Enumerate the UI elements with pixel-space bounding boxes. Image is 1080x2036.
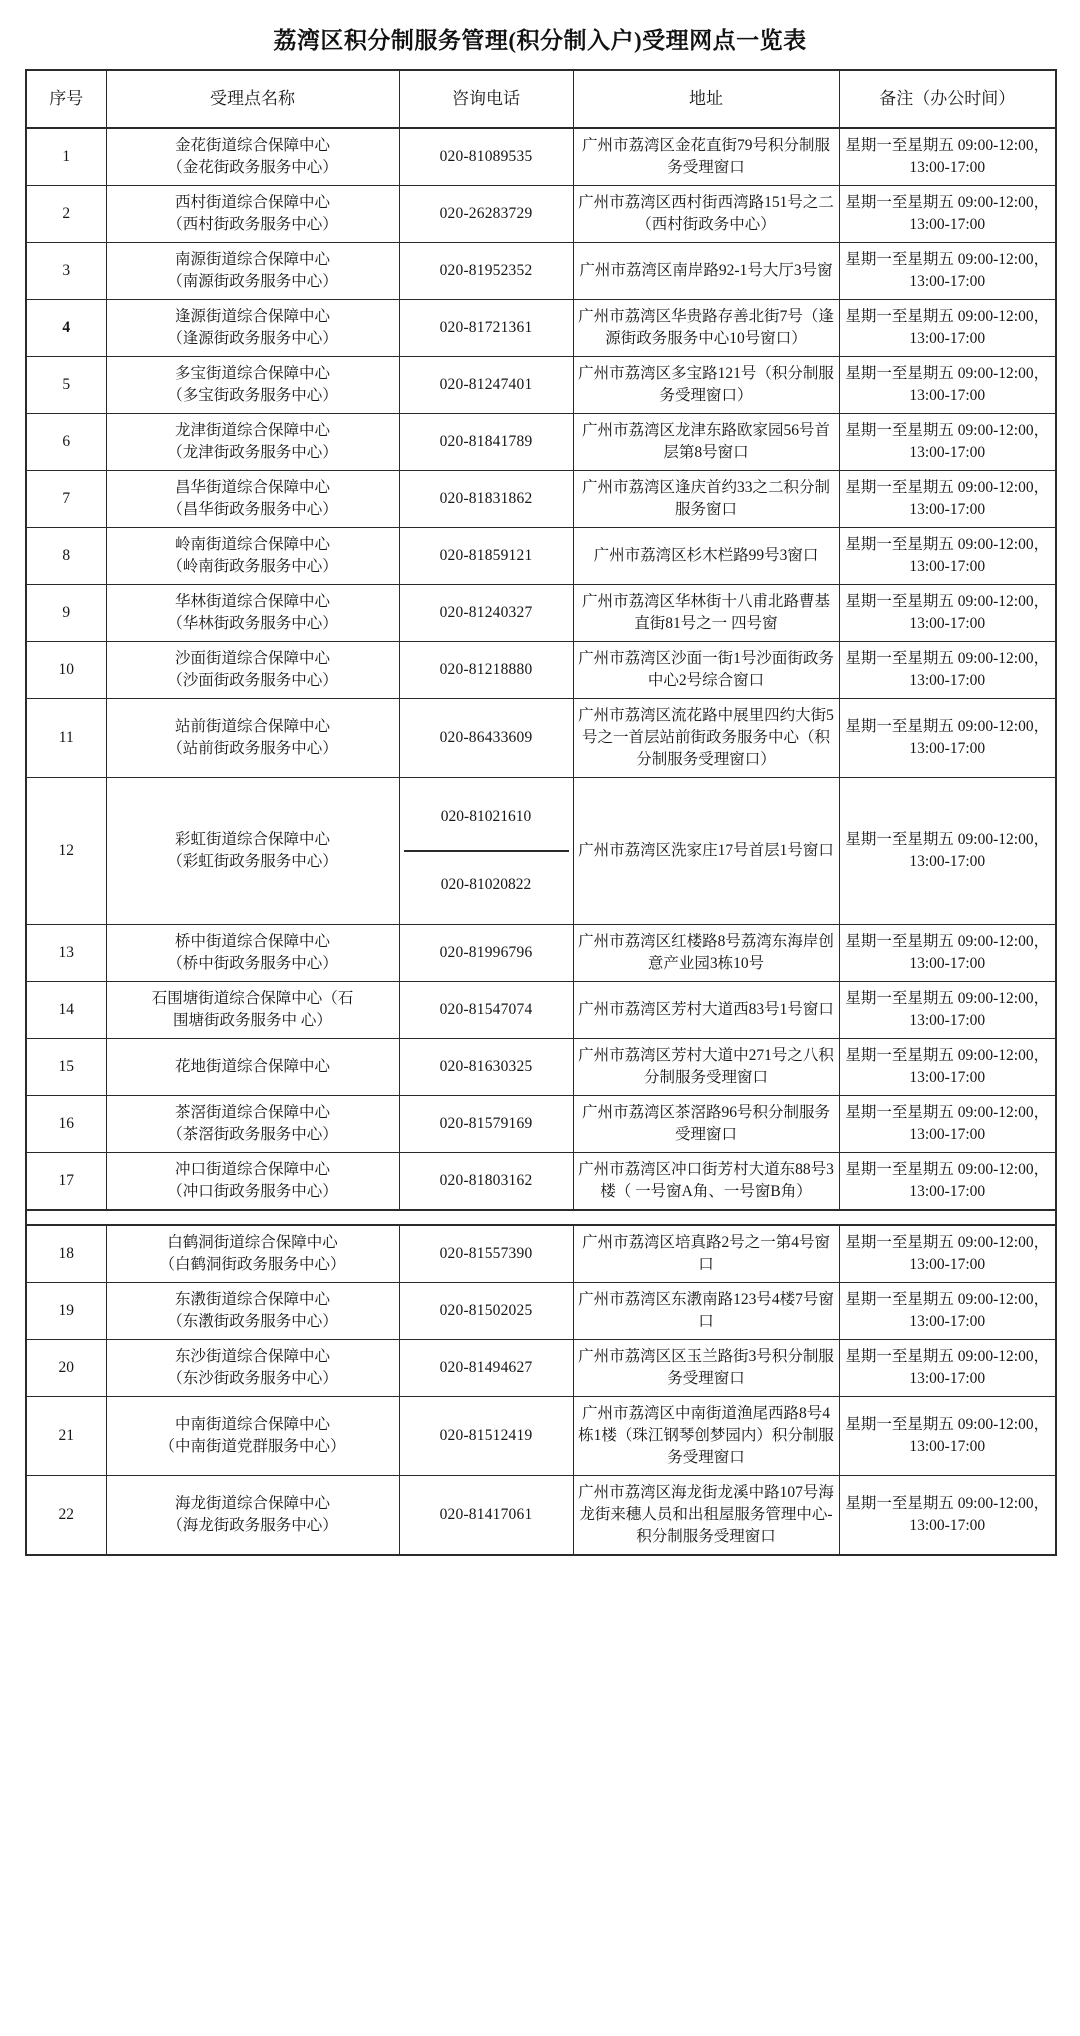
service-point-name-main: 茶滘街道综合保障中心 xyxy=(174,1104,330,1122)
scan-seam-gap xyxy=(26,1210,1056,1225)
service-point-name-sub: （东漖街政务服务中心） xyxy=(167,1313,338,1331)
cell-address: 广州市荔湾区龙津东路欧家园56号首层第8号窗口 xyxy=(573,414,839,471)
table-row xyxy=(26,357,1056,414)
cell-remark-office-hours: 星期一至星期五 09:00-12:00，13:00-17:00 xyxy=(839,528,1056,585)
service-point-name-main: 站前街道综合保障中心 xyxy=(174,718,330,736)
service-point-name-sub: （白鹤洞街政务服务中心） xyxy=(159,1256,346,1274)
cell-service-point-name xyxy=(106,778,399,925)
cell-phone: 020-81089535 xyxy=(399,128,573,186)
cell-service-point-name xyxy=(106,528,399,585)
cell-service-point-name xyxy=(106,1039,399,1096)
service-point-name-main: 逢源街道综合保障中心 xyxy=(174,308,330,326)
service-point-name-sub: （岭南街政务服务中心） xyxy=(167,558,338,576)
cell-index: 16 xyxy=(26,1096,106,1153)
cell-address: 广州市荔湾区华贵路存善北街7号（逢源街政务服务中心10号窗口） xyxy=(573,300,839,357)
cell-phone: 020-81502025 xyxy=(399,1283,573,1340)
service-point-name-main: 花地街道综合保障中心 xyxy=(174,1058,330,1076)
cell-remark-office-hours: 星期一至星期五 09:00-12:00，13:00-17:00 xyxy=(839,585,1056,642)
table-row xyxy=(26,585,1056,642)
cell-service-point-name xyxy=(106,642,399,699)
table-row xyxy=(26,471,1056,528)
cell-service-point-name xyxy=(106,1096,399,1153)
cell-address: 广州市荔湾区培真路2号之一第4号窗口 xyxy=(573,1225,839,1283)
cell-phone: 020-81630325 xyxy=(399,1039,573,1096)
cell-index: 14 xyxy=(26,982,106,1039)
service-point-name-main: 龙津街道综合保障中心 xyxy=(174,422,330,440)
service-point-name-sub: （彩虹街政务服务中心） xyxy=(167,853,338,871)
cell-index: 19 xyxy=(26,1283,106,1340)
service-point-name-sub: （沙面街政务服务中心） xyxy=(167,672,338,690)
service-point-name-main: 海龙街道综合保障中心 xyxy=(174,1495,330,1513)
service-point-name-sub: （逢源街政务服务中心） xyxy=(167,330,338,348)
cell-remark-office-hours: 星期一至星期五 09:00-12:00，13:00-17:00 xyxy=(839,186,1056,243)
service-point-name-main: 南源街道综合保障中心 xyxy=(174,251,330,269)
service-point-name-main: 东漖街道综合保障中心 xyxy=(174,1291,330,1309)
service-point-name-main: 白鹤洞街道综合保障中心 xyxy=(167,1234,338,1252)
cell-phone: 020-81218880 xyxy=(399,642,573,699)
table-row xyxy=(26,1225,1056,1283)
cell-phone: 020-81417061 xyxy=(399,1476,573,1556)
table-row xyxy=(26,1476,1056,1556)
service-point-name-sub: （桥中街政务服务中心） xyxy=(167,955,338,973)
cell-remark-office-hours: 星期一至星期五 09:00-12:00，13:00-17:00 xyxy=(839,642,1056,699)
table-row xyxy=(26,128,1056,186)
cell-phone: 020-81547074 xyxy=(399,982,573,1039)
service-point-name-main: 彩虹街道综合保障中心 xyxy=(174,831,330,849)
cell-service-point-name xyxy=(106,1153,399,1211)
cell-phone xyxy=(399,778,573,925)
table-row xyxy=(26,982,1056,1039)
cell-remark-office-hours: 星期一至星期五 09:00-12:00，13:00-17:00 xyxy=(839,243,1056,300)
service-point-name-sub: （多宝街政务服务中心） xyxy=(167,387,338,405)
cell-service-point-name xyxy=(106,243,399,300)
cell-service-point-name xyxy=(106,1283,399,1340)
cell-phone: 020-81859121 xyxy=(399,528,573,585)
cell-phone: 020-81557390 xyxy=(399,1225,573,1283)
cell-index: 13 xyxy=(26,925,106,982)
cell-phone: 020-81996796 xyxy=(399,925,573,982)
cell-address: 广州市荔湾区金花直街79号积分制服务受理窗口 xyxy=(573,128,839,186)
cell-address: 广州市荔湾区洗家庄17号首层1号窗口 xyxy=(573,778,839,925)
cell-address: 广州市荔湾区多宝路121号（积分制服务受理窗口） xyxy=(573,357,839,414)
service-point-name-sub: （冲口街政务服务中心） xyxy=(167,1183,338,1201)
cell-index: 22 xyxy=(26,1476,106,1556)
cell-index: 1 xyxy=(26,128,106,186)
service-point-name-sub: （东沙街政务服务中心） xyxy=(167,1370,338,1388)
cell-address: 广州市荔湾区西村街西湾路151号之二（西村街政务中心） xyxy=(573,186,839,243)
cell-index: 15 xyxy=(26,1039,106,1096)
header-row xyxy=(26,70,1056,128)
service-point-name-sub: （昌华街政务服务中心） xyxy=(167,501,338,519)
cell-address: 广州市荔湾区华林街十八甫北路曹基直街81号之一 四号窗 xyxy=(573,585,839,642)
service-point-name-sub: （中南街道党群服务中心） xyxy=(159,1438,346,1456)
cell-remark-office-hours: 星期一至星期五 09:00-12:00，13:00-17:00 xyxy=(839,357,1056,414)
cell-index: 12 xyxy=(26,778,106,925)
cell-phone: 020-81240327 xyxy=(399,585,573,642)
cell-index: 3 xyxy=(26,243,106,300)
cell-address: 广州市荔湾区茶滘路96号积分制服务受理窗口 xyxy=(573,1096,839,1153)
table-header xyxy=(26,70,1056,128)
table-row xyxy=(26,1096,1056,1153)
service-point-name-sub: （南源街政务服务中心） xyxy=(167,273,338,291)
cell-index: 5 xyxy=(26,357,106,414)
cell-service-point-name xyxy=(106,982,399,1039)
service-point-name-main: 中南街道综合保障中心 xyxy=(174,1416,330,1434)
cell-phone: 020-81841789 xyxy=(399,414,573,471)
table-row xyxy=(26,1153,1056,1211)
service-point-name-sub: （茶滘街政务服务中心） xyxy=(167,1126,338,1144)
cell-phone: 020-81952352 xyxy=(399,243,573,300)
cell-phone: 020-81579169 xyxy=(399,1096,573,1153)
cell-index: 21 xyxy=(26,1397,106,1476)
cell-index: 10 xyxy=(26,642,106,699)
cell-service-point-name xyxy=(106,1476,399,1556)
table-row xyxy=(26,778,1056,925)
cell-address: 广州市荔湾区东漖南路123号4楼7号窗口 xyxy=(573,1283,839,1340)
service-point-name-sub: （华林街政务服务中心） xyxy=(167,615,338,633)
column-header-phone: 咨询电话 xyxy=(399,70,573,128)
cell-index: 11 xyxy=(26,699,106,778)
service-point-name-main: 西村街道综合保障中心 xyxy=(174,194,330,212)
cell-address: 广州市荔湾区杉木栏路99号3窗口 xyxy=(573,528,839,585)
cell-remark-office-hours: 星期一至星期五 09:00-12:00，13:00-17:00 xyxy=(839,1153,1056,1211)
cell-remark-office-hours: 星期一至星期五 09:00-12:00，13:00-17:00 xyxy=(839,1476,1056,1556)
table-row xyxy=(26,699,1056,778)
cell-service-point-name xyxy=(106,128,399,186)
cell-address: 广州市荔湾区流花路中展里四约大街5号之一首层站前街政务服务中心（积分制服务受理窗口） xyxy=(573,699,839,778)
cell-index: 18 xyxy=(26,1225,106,1283)
service-point-name-sub: （西村街政务服务中心） xyxy=(167,216,338,234)
table-row xyxy=(26,300,1056,357)
cell-service-point-name xyxy=(106,925,399,982)
cell-phone: 020-81247401 xyxy=(399,357,573,414)
service-point-name-main: 华林街道综合保障中心 xyxy=(174,593,330,611)
cell-service-point-name xyxy=(106,186,399,243)
cell-service-point-name xyxy=(106,1225,399,1283)
cell-address: 广州市荔湾区南岸路92-1号大厅3号窗 xyxy=(573,243,839,300)
table-row xyxy=(26,414,1056,471)
cell-address: 广州市荔湾区海龙街龙溪中路107号海龙街来穗人员和出租屋服务管理中心-积分制服务受理窗口 xyxy=(573,1476,839,1556)
cell-index: 9 xyxy=(26,585,106,642)
table-container xyxy=(0,69,1080,1556)
service-point-name-main: 桥中街道综合保障中心 xyxy=(174,933,330,951)
column-header-address: 地址 xyxy=(573,70,839,128)
cell-phone: 020-86433609 xyxy=(399,699,573,778)
table-row xyxy=(26,1397,1056,1476)
service-points-table xyxy=(25,69,1057,1556)
cell-index: 6 xyxy=(26,414,106,471)
cell-address: 广州市荔湾区冲口街芳村大道东88号3楼（ 一号窗A角、一号窗B角） xyxy=(573,1153,839,1211)
cell-service-point-name xyxy=(106,1397,399,1476)
column-header-remark: 备注（办公时间） xyxy=(839,70,1056,128)
service-point-name-main: 石围塘街道综合保障中心（石 xyxy=(151,990,354,1008)
table-row xyxy=(26,528,1056,585)
cell-remark-office-hours: 星期一至星期五 09:00-12:00，13:00-17:00 xyxy=(839,1039,1056,1096)
cell-address: 广州市荔湾区逢庆首约33之二积分制服务窗口 xyxy=(573,471,839,528)
table-row xyxy=(26,243,1056,300)
table-row xyxy=(26,925,1056,982)
cell-phone: 020-81494627 xyxy=(399,1340,573,1397)
cell-remark-office-hours: 星期一至星期五 09:00-12:00，13:00-17:00 xyxy=(839,1096,1056,1153)
cell-remark-office-hours: 星期一至星期五 09:00-12:00，13:00-17:00 xyxy=(839,128,1056,186)
service-point-name-sub: （龙津街政务服务中心） xyxy=(167,444,338,462)
service-point-name-main: 金花街道综合保障中心 xyxy=(174,137,330,155)
cell-remark-office-hours: 星期一至星期五 09:00-12:00，13:00-17:00 xyxy=(839,1225,1056,1283)
cell-address: 广州市荔湾区沙面一街1号沙面街政务中心2号综合窗口 xyxy=(573,642,839,699)
cell-service-point-name xyxy=(106,300,399,357)
cell-remark-office-hours: 星期一至星期五 09:00-12:00，13:00-17:00 xyxy=(839,1397,1056,1476)
cell-index: 2 xyxy=(26,186,106,243)
phone-list-table xyxy=(404,784,569,918)
service-point-name-main: 东沙街道综合保障中心 xyxy=(174,1348,330,1366)
cell-remark-office-hours: 星期一至星期五 09:00-12:00，13:00-17:00 xyxy=(839,699,1056,778)
cell-remark-office-hours: 星期一至星期五 09:00-12:00，13:00-17:00 xyxy=(839,925,1056,982)
cell-address: 广州市荔湾区中南街道渔尾西路8号4栋1楼（珠江钢琴创梦园内）积分制服务受理窗口 xyxy=(573,1397,839,1476)
cell-phone: 020-81803162 xyxy=(399,1153,573,1211)
cell-remark-office-hours: 星期一至星期五 09:00-12:00，13:00-17:00 xyxy=(839,300,1056,357)
cell-index: 8 xyxy=(26,528,106,585)
table-row xyxy=(26,1340,1056,1397)
cell-phone: 020-81831862 xyxy=(399,471,573,528)
service-point-name-main: 沙面街道综合保障中心 xyxy=(174,650,330,668)
cell-remark-office-hours: 星期一至星期五 09:00-12:00，13:00-17:00 xyxy=(839,1340,1056,1397)
cell-phone: 020-26283729 xyxy=(399,186,573,243)
cell-service-point-name xyxy=(106,585,399,642)
service-point-name-sub: 围塘街政务服务中 心） xyxy=(173,1012,332,1030)
cell-service-point-name xyxy=(106,471,399,528)
cell-address: 广州市荔湾区芳村大道中271号之八积分制服务受理窗口 xyxy=(573,1039,839,1096)
cell-phone: 020-81721361 xyxy=(399,300,573,357)
table-body xyxy=(26,128,1056,1555)
table-row xyxy=(26,1283,1056,1340)
cell-service-point-name xyxy=(106,699,399,778)
cell-remark-office-hours: 星期一至星期五 09:00-12:00，13:00-17:00 xyxy=(839,414,1056,471)
cell-remark-office-hours: 星期一至星期五 09:00-12:00，13:00-17:00 xyxy=(839,778,1056,925)
phone-list-item xyxy=(404,784,569,851)
service-point-name-sub: （海龙街政务服务中心） xyxy=(167,1517,338,1535)
phone-list-item xyxy=(404,851,569,918)
cell-address: 广州市荔湾区红楼路8号荔湾东海岸创意产业园3栋10号 xyxy=(573,925,839,982)
phone-number: 020-81021610 xyxy=(404,784,569,851)
cell-remark-office-hours: 星期一至星期五 09:00-12:00，13:00-17:00 xyxy=(839,1283,1056,1340)
table-row xyxy=(26,642,1056,699)
column-header-name: 受理点名称 xyxy=(106,70,399,128)
scan-seam-gap-cell xyxy=(26,1210,1056,1225)
page-title: 荔湾区积分制服务管理(积分制入户)受理网点一览表 xyxy=(273,28,807,53)
cell-index: 7 xyxy=(26,471,106,528)
table-row xyxy=(26,186,1056,243)
column-header-index: 序号 xyxy=(26,70,106,128)
cell-phone: 020-81512419 xyxy=(399,1397,573,1476)
service-point-name-main: 岭南街道综合保障中心 xyxy=(174,536,330,554)
cell-index: 4 xyxy=(26,300,106,357)
cell-index: 17 xyxy=(26,1153,106,1211)
cell-remark-office-hours: 星期一至星期五 09:00-12:00，13:00-17:00 xyxy=(839,471,1056,528)
cell-address: 广州市荔湾区区玉兰路街3号积分制服务受理窗口 xyxy=(573,1340,839,1397)
cell-remark-office-hours: 星期一至星期五 09:00-12:00，13:00-17:00 xyxy=(839,982,1056,1039)
service-point-name-sub: （金花街政务服务中心） xyxy=(167,159,338,177)
service-point-name-main: 多宝街道综合保障中心 xyxy=(174,365,330,383)
service-point-name-sub: （站前街政务服务中心） xyxy=(167,740,338,758)
service-point-name-main: 昌华街道综合保障中心 xyxy=(174,479,330,497)
cell-index: 20 xyxy=(26,1340,106,1397)
table-row xyxy=(26,1039,1056,1096)
cell-service-point-name xyxy=(106,1340,399,1397)
cell-service-point-name xyxy=(106,414,399,471)
cell-address: 广州市荔湾区芳村大道西83号1号窗口 xyxy=(573,982,839,1039)
cell-service-point-name xyxy=(106,357,399,414)
service-point-name-main: 冲口街道综合保障中心 xyxy=(174,1161,330,1179)
phone-number: 020-81020822 xyxy=(440,876,532,894)
